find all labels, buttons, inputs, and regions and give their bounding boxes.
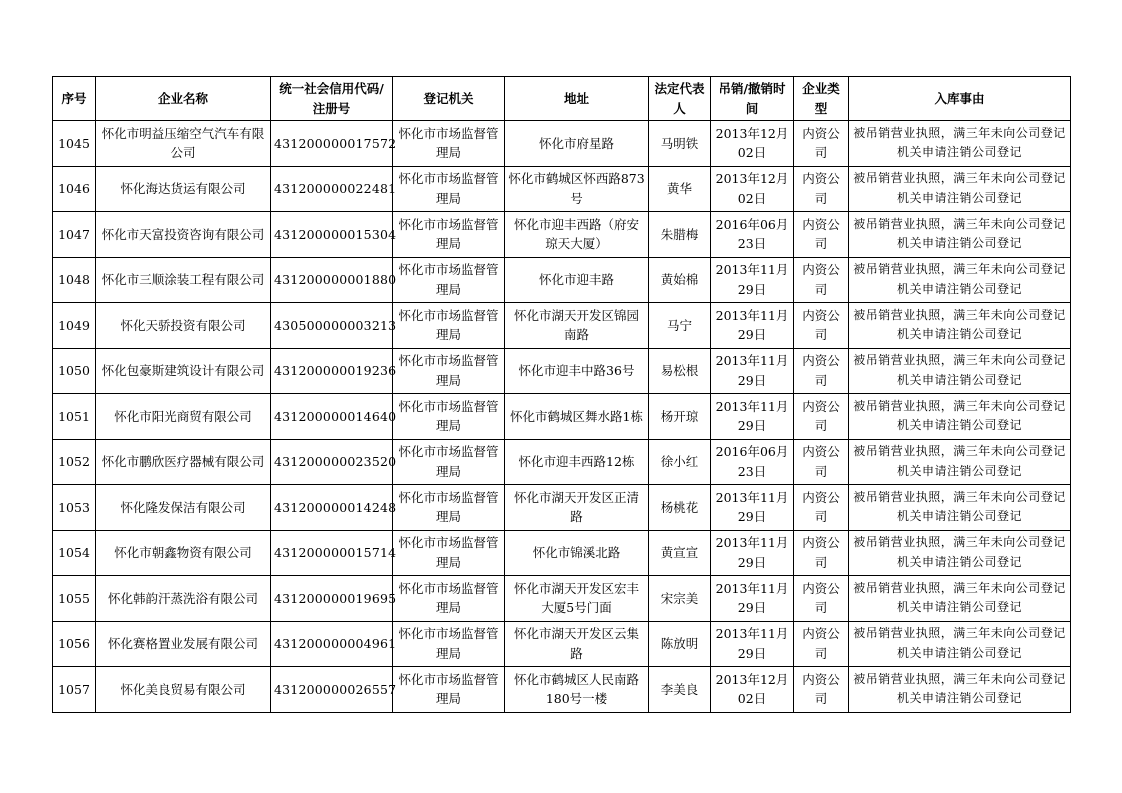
table-row [53, 485, 1071, 531]
cell-legal-rep: 徐小红 [649, 439, 711, 485]
cell-address: 怀化市湖天开发区云集路 [505, 621, 649, 667]
cell-company-type: 内资公司 [794, 667, 849, 713]
table-row [53, 303, 1071, 349]
cell-address: 怀化市鹤城区舞水路1栋 [505, 394, 649, 440]
cell-address: 怀化市湖天开发区正清路 [505, 485, 649, 531]
header-reason: 入库事由 [849, 77, 1071, 121]
cell-address: 怀化市府星路 [505, 121, 649, 167]
cell-legal-rep: 马明铁 [649, 121, 711, 167]
cell-credit-code: 431200000014640 [271, 394, 393, 440]
header-legal-rep: 法定代表人 [649, 77, 711, 121]
cell-seq: 1053 [53, 485, 96, 531]
cell-revocation-date: 2013年12月02日 [711, 121, 794, 167]
cell-seq: 1056 [53, 621, 96, 667]
cell-registration-authority: 怀化市市场监督管理局 [393, 303, 505, 349]
cell-company-type: 内资公司 [794, 621, 849, 667]
cell-company-type: 内资公司 [794, 121, 849, 167]
cell-company-name: 怀化包豪斯建筑设计有限公司 [96, 348, 271, 394]
cell-legal-rep: 宋宗美 [649, 576, 711, 622]
cell-registration-authority: 怀化市市场监督管理局 [393, 530, 505, 576]
cell-address: 怀化市锦溪北路 [505, 530, 649, 576]
cell-address: 怀化市迎丰中路36号 [505, 348, 649, 394]
header-company-type: 企业类型 [794, 77, 849, 121]
header-address: 地址 [505, 77, 649, 121]
cell-revocation-date: 2013年12月02日 [711, 166, 794, 212]
table-row [53, 439, 1071, 485]
cell-address: 怀化市迎丰西路（府安琼天大厦） [505, 212, 649, 258]
cell-company-type: 内资公司 [794, 257, 849, 303]
cell-reason: 被吊销营业执照，满三年未向公司登记机关申请注销公司登记 [849, 303, 1071, 349]
cell-address: 怀化市迎丰西路12栋 [505, 439, 649, 485]
cell-reason: 被吊销营业执照，满三年未向公司登记机关申请注销公司登记 [849, 212, 1071, 258]
cell-company-name: 怀化市天富投资咨询有限公司 [96, 212, 271, 258]
cell-seq: 1048 [53, 257, 96, 303]
cell-registration-authority: 怀化市市场监督管理局 [393, 621, 505, 667]
cell-registration-authority: 怀化市市场监督管理局 [393, 212, 505, 258]
cell-company-type: 内资公司 [794, 348, 849, 394]
cell-revocation-date: 2013年11月29日 [711, 621, 794, 667]
cell-credit-code: 431200000026557 [271, 667, 393, 713]
cell-legal-rep: 陈放明 [649, 621, 711, 667]
cell-seq: 1057 [53, 667, 96, 713]
table-header-row [53, 77, 1071, 121]
cell-registration-authority: 怀化市市场监督管理局 [393, 257, 505, 303]
cell-credit-code: 431200000022481 [271, 166, 393, 212]
cell-address: 怀化市鹤城区怀西路873号 [505, 166, 649, 212]
cell-reason: 被吊销营业执照，满三年未向公司登记机关申请注销公司登记 [849, 485, 1071, 531]
cell-revocation-date: 2013年11月29日 [711, 530, 794, 576]
cell-legal-rep: 黄始棉 [649, 257, 711, 303]
cell-revocation-date: 2013年11月29日 [711, 576, 794, 622]
cell-company-name: 怀化海达货运有限公司 [96, 166, 271, 212]
cell-reason: 被吊销营业执照，满三年未向公司登记机关申请注销公司登记 [849, 257, 1071, 303]
cell-revocation-date: 2013年11月29日 [711, 303, 794, 349]
table-row [53, 348, 1071, 394]
cell-seq: 1052 [53, 439, 96, 485]
cell-company-type: 内资公司 [794, 576, 849, 622]
cell-company-type: 内资公司 [794, 439, 849, 485]
cell-registration-authority: 怀化市市场监督管理局 [393, 439, 505, 485]
header-credit-code: 统一社会信用代码/注册号 [271, 77, 393, 121]
cell-registration-authority: 怀化市市场监督管理局 [393, 121, 505, 167]
cell-revocation-date: 2016年06月23日 [711, 212, 794, 258]
cell-legal-rep: 杨开琼 [649, 394, 711, 440]
cell-registration-authority: 怀化市市场监督管理局 [393, 485, 505, 531]
enterprise-registry-table [52, 76, 1071, 713]
cell-company-name: 怀化隆发保洁有限公司 [96, 485, 271, 531]
table-row [53, 166, 1071, 212]
cell-credit-code: 431200000017572 [271, 121, 393, 167]
cell-registration-authority: 怀化市市场监督管理局 [393, 394, 505, 440]
table-row [53, 621, 1071, 667]
cell-legal-rep: 黄华 [649, 166, 711, 212]
cell-company-type: 内资公司 [794, 166, 849, 212]
cell-reason: 被吊销营业执照，满三年未向公司登记机关申请注销公司登记 [849, 667, 1071, 713]
cell-seq: 1049 [53, 303, 96, 349]
table-row [53, 257, 1071, 303]
cell-credit-code: 430500000003213 [271, 303, 393, 349]
cell-reason: 被吊销营业执照，满三年未向公司登记机关申请注销公司登记 [849, 348, 1071, 394]
cell-address: 怀化市鹤城区人民南路180号一楼 [505, 667, 649, 713]
cell-company-type: 内资公司 [794, 212, 849, 258]
cell-revocation-date: 2013年11月29日 [711, 485, 794, 531]
cell-legal-rep: 杨桃花 [649, 485, 711, 531]
cell-reason: 被吊销营业执照，满三年未向公司登记机关申请注销公司登记 [849, 439, 1071, 485]
cell-legal-rep: 马宁 [649, 303, 711, 349]
cell-seq: 1051 [53, 394, 96, 440]
cell-seq: 1050 [53, 348, 96, 394]
cell-credit-code: 431200000015714 [271, 530, 393, 576]
cell-company-type: 内资公司 [794, 303, 849, 349]
cell-credit-code: 431200000004961 [271, 621, 393, 667]
cell-address: 怀化市湖天开发区锦园南路 [505, 303, 649, 349]
cell-credit-code: 431200000001880 [271, 257, 393, 303]
header-revocation-date: 吊销/撤销时间 [711, 77, 794, 121]
cell-seq: 1047 [53, 212, 96, 258]
cell-reason: 被吊销营业执照，满三年未向公司登记机关申请注销公司登记 [849, 166, 1071, 212]
table-row [53, 212, 1071, 258]
cell-legal-rep: 朱腊梅 [649, 212, 711, 258]
cell-reason: 被吊销营业执照，满三年未向公司登记机关申请注销公司登记 [849, 621, 1071, 667]
cell-seq: 1045 [53, 121, 96, 167]
cell-seq: 1046 [53, 166, 96, 212]
header-company-name: 企业名称 [96, 77, 271, 121]
cell-company-type: 内资公司 [794, 530, 849, 576]
table-row [53, 576, 1071, 622]
cell-company-name: 怀化市三顺涂装工程有限公司 [96, 257, 271, 303]
table-row [53, 667, 1071, 713]
cell-revocation-date: 2013年11月29日 [711, 257, 794, 303]
cell-reason: 被吊销营业执照，满三年未向公司登记机关申请注销公司登记 [849, 121, 1071, 167]
cell-reason: 被吊销营业执照，满三年未向公司登记机关申请注销公司登记 [849, 576, 1071, 622]
cell-company-name: 怀化韩韵汗蒸洗浴有限公司 [96, 576, 271, 622]
cell-legal-rep: 黄宣宣 [649, 530, 711, 576]
cell-reason: 被吊销营业执照，满三年未向公司登记机关申请注销公司登记 [849, 530, 1071, 576]
cell-company-name: 怀化天骄投资有限公司 [96, 303, 271, 349]
table-row [53, 121, 1071, 167]
cell-address: 怀化市迎丰路 [505, 257, 649, 303]
cell-company-name: 怀化美良贸易有限公司 [96, 667, 271, 713]
cell-legal-rep: 易松根 [649, 348, 711, 394]
cell-company-name: 怀化市阳光商贸有限公司 [96, 394, 271, 440]
cell-registration-authority: 怀化市市场监督管理局 [393, 667, 505, 713]
cell-credit-code: 431200000019236 [271, 348, 393, 394]
cell-credit-code: 431200000014248 [271, 485, 393, 531]
cell-registration-authority: 怀化市市场监督管理局 [393, 166, 505, 212]
table-row [53, 530, 1071, 576]
cell-revocation-date: 2013年11月29日 [711, 348, 794, 394]
table-body [53, 121, 1071, 713]
cell-legal-rep: 李美良 [649, 667, 711, 713]
cell-company-name: 怀化市明益压缩空气汽车有限公司 [96, 121, 271, 167]
cell-company-type: 内资公司 [794, 485, 849, 531]
cell-revocation-date: 2016年06月23日 [711, 439, 794, 485]
cell-registration-authority: 怀化市市场监督管理局 [393, 348, 505, 394]
cell-company-name: 怀化赛格置业发展有限公司 [96, 621, 271, 667]
cell-company-name: 怀化市朝鑫物资有限公司 [96, 530, 271, 576]
cell-company-name: 怀化市鹏欣医疗器械有限公司 [96, 439, 271, 485]
cell-registration-authority: 怀化市市场监督管理局 [393, 576, 505, 622]
header-seq: 序号 [53, 77, 96, 121]
cell-credit-code: 431200000019695 [271, 576, 393, 622]
cell-seq: 1054 [53, 530, 96, 576]
cell-seq: 1055 [53, 576, 96, 622]
cell-credit-code: 431200000023520 [271, 439, 393, 485]
header-registration-authority: 登记机关 [393, 77, 505, 121]
cell-credit-code: 431200000015304 [271, 212, 393, 258]
cell-company-type: 内资公司 [794, 394, 849, 440]
cell-revocation-date: 2013年11月29日 [711, 394, 794, 440]
cell-address: 怀化市湖天开发区宏丰大厦5号门面 [505, 576, 649, 622]
cell-reason: 被吊销营业执照，满三年未向公司登记机关申请注销公司登记 [849, 394, 1071, 440]
cell-revocation-date: 2013年12月02日 [711, 667, 794, 713]
table-row [53, 394, 1071, 440]
